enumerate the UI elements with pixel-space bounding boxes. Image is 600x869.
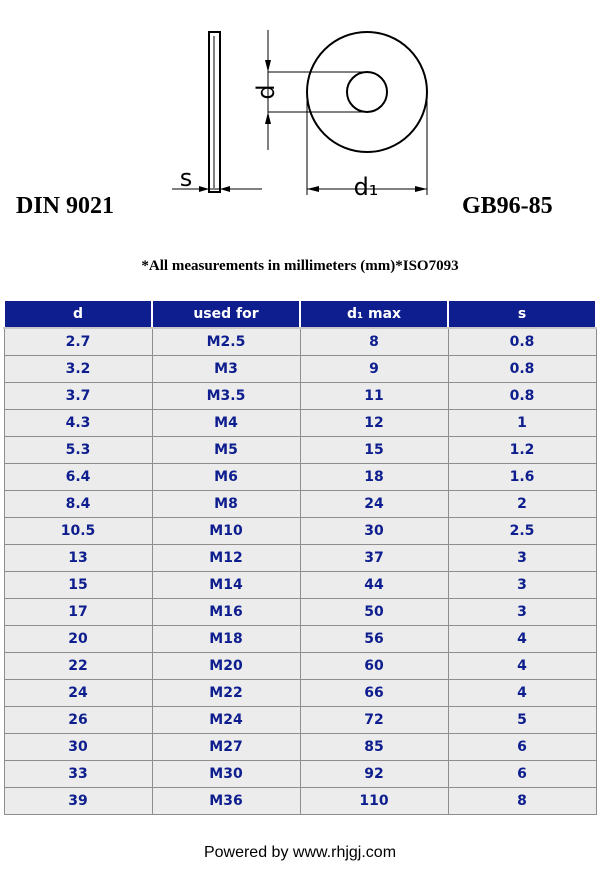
- cell-d: 10.5: [4, 518, 152, 545]
- cell-s: 4: [448, 653, 596, 680]
- table-row: [4, 491, 596, 518]
- header-used-for: used for: [152, 301, 300, 329]
- cell-used-for: M36: [152, 788, 300, 815]
- cell-used-for: M12: [152, 545, 300, 572]
- cell-d: 15: [4, 572, 152, 599]
- cell-d1-max: 15: [300, 437, 448, 464]
- cell-d: 2.7: [4, 328, 152, 356]
- table-row: [4, 653, 596, 680]
- s-label: s: [179, 164, 193, 192]
- cell-used-for: M2.5: [152, 328, 300, 356]
- header-d1-max: d₁ max: [300, 301, 448, 329]
- cell-d1-max: 110: [300, 788, 448, 815]
- cell-s: 5: [448, 707, 596, 734]
- cell-d: 33: [4, 761, 152, 788]
- cell-d: 24: [4, 680, 152, 707]
- powered-by-footer: Powered by www.rhjgj.com: [203, 844, 397, 861]
- cell-s: 0.8: [448, 383, 596, 410]
- cell-s: 1: [448, 410, 596, 437]
- table-row: [4, 626, 596, 653]
- cell-d1-max: 44: [300, 572, 448, 599]
- cell-used-for: M3.5: [152, 383, 300, 410]
- cell-used-for: M10: [152, 518, 300, 545]
- cell-d: 17: [4, 599, 152, 626]
- cell-s: 2.5: [448, 518, 596, 545]
- cell-s: 4: [448, 680, 596, 707]
- washer-drawing: [0, 0, 600, 200]
- cell-s: 2: [448, 491, 596, 518]
- table-row: [4, 383, 596, 410]
- header-s: s: [448, 301, 596, 329]
- cell-used-for: M16: [152, 599, 300, 626]
- cell-s: 6: [448, 761, 596, 788]
- cell-d: 39: [4, 788, 152, 815]
- cell-d: 3.7: [4, 383, 152, 410]
- cell-d: 3.2: [4, 356, 152, 383]
- table-row: [4, 545, 596, 572]
- cell-d1-max: 85: [300, 734, 448, 761]
- header-d: d: [4, 301, 152, 329]
- cell-used-for: M14: [152, 572, 300, 599]
- cell-s: 8: [448, 788, 596, 815]
- cell-d1-max: 92: [300, 761, 448, 788]
- cell-d: 22: [4, 653, 152, 680]
- table-row: [4, 328, 596, 356]
- standard-din: DIN 9021: [16, 193, 115, 219]
- table-row: [4, 599, 596, 626]
- cell-d1-max: 18: [300, 464, 448, 491]
- cell-d: 4.3: [4, 410, 152, 437]
- table-row: [4, 707, 596, 734]
- cell-d1-max: 56: [300, 626, 448, 653]
- cell-d1-max: 24: [300, 491, 448, 518]
- cell-d1-max: 66: [300, 680, 448, 707]
- measurement-note: *All measurements in millimeters (mm)*ISO7093: [141, 258, 459, 274]
- cell-d1-max: 8: [300, 328, 448, 356]
- cell-d1-max: 72: [300, 707, 448, 734]
- cell-used-for: M18: [152, 626, 300, 653]
- cell-s: 1.2: [448, 437, 596, 464]
- cell-d: 30: [4, 734, 152, 761]
- cell-used-for: M27: [152, 734, 300, 761]
- cell-used-for: M24: [152, 707, 300, 734]
- cell-used-for: M8: [152, 491, 300, 518]
- cell-used-for: M6: [152, 464, 300, 491]
- washer-hole-circle: [347, 72, 387, 112]
- cell-s: 4: [448, 626, 596, 653]
- cell-s: 0.8: [448, 328, 596, 356]
- cell-d1-max: 50: [300, 599, 448, 626]
- cell-d: 20: [4, 626, 152, 653]
- cell-s: 3: [448, 599, 596, 626]
- table-row: [4, 464, 596, 491]
- d-label: d: [252, 84, 280, 100]
- table-row: [4, 410, 596, 437]
- table-header-row: [4, 301, 596, 329]
- washer-spec-table: [3, 300, 597, 815]
- table-row: [4, 356, 596, 383]
- cell-d1-max: 30: [300, 518, 448, 545]
- cell-d: 26: [4, 707, 152, 734]
- cell-d1-max: 12: [300, 410, 448, 437]
- cell-d1-max: 9: [300, 356, 448, 383]
- cell-s: 0.8: [448, 356, 596, 383]
- table-row: [4, 734, 596, 761]
- cell-d: 6.4: [4, 464, 152, 491]
- cell-used-for: M30: [152, 761, 300, 788]
- cell-s: 6: [448, 734, 596, 761]
- cell-d1-max: 37: [300, 545, 448, 572]
- table-row: [4, 761, 596, 788]
- cell-d: 13: [4, 545, 152, 572]
- cell-d: 8.4: [4, 491, 152, 518]
- table-row: [4, 437, 596, 464]
- table-row: [4, 572, 596, 599]
- cell-s: 3: [448, 572, 596, 599]
- cell-d1-max: 11: [300, 383, 448, 410]
- cell-used-for: M22: [152, 680, 300, 707]
- d1-label: d₁: [353, 173, 379, 200]
- cell-d1-max: 60: [300, 653, 448, 680]
- cell-d: 5.3: [4, 437, 152, 464]
- table-row: [4, 518, 596, 545]
- cell-s: 1.6: [448, 464, 596, 491]
- cell-used-for: M20: [152, 653, 300, 680]
- standard-gb: GB96-85: [462, 193, 553, 219]
- table-body: [4, 328, 596, 815]
- table-row: [4, 680, 596, 707]
- table-row: [4, 788, 596, 815]
- cell-used-for: M4: [152, 410, 300, 437]
- cell-used-for: M3: [152, 356, 300, 383]
- cell-s: 3: [448, 545, 596, 572]
- cell-used-for: M5: [152, 437, 300, 464]
